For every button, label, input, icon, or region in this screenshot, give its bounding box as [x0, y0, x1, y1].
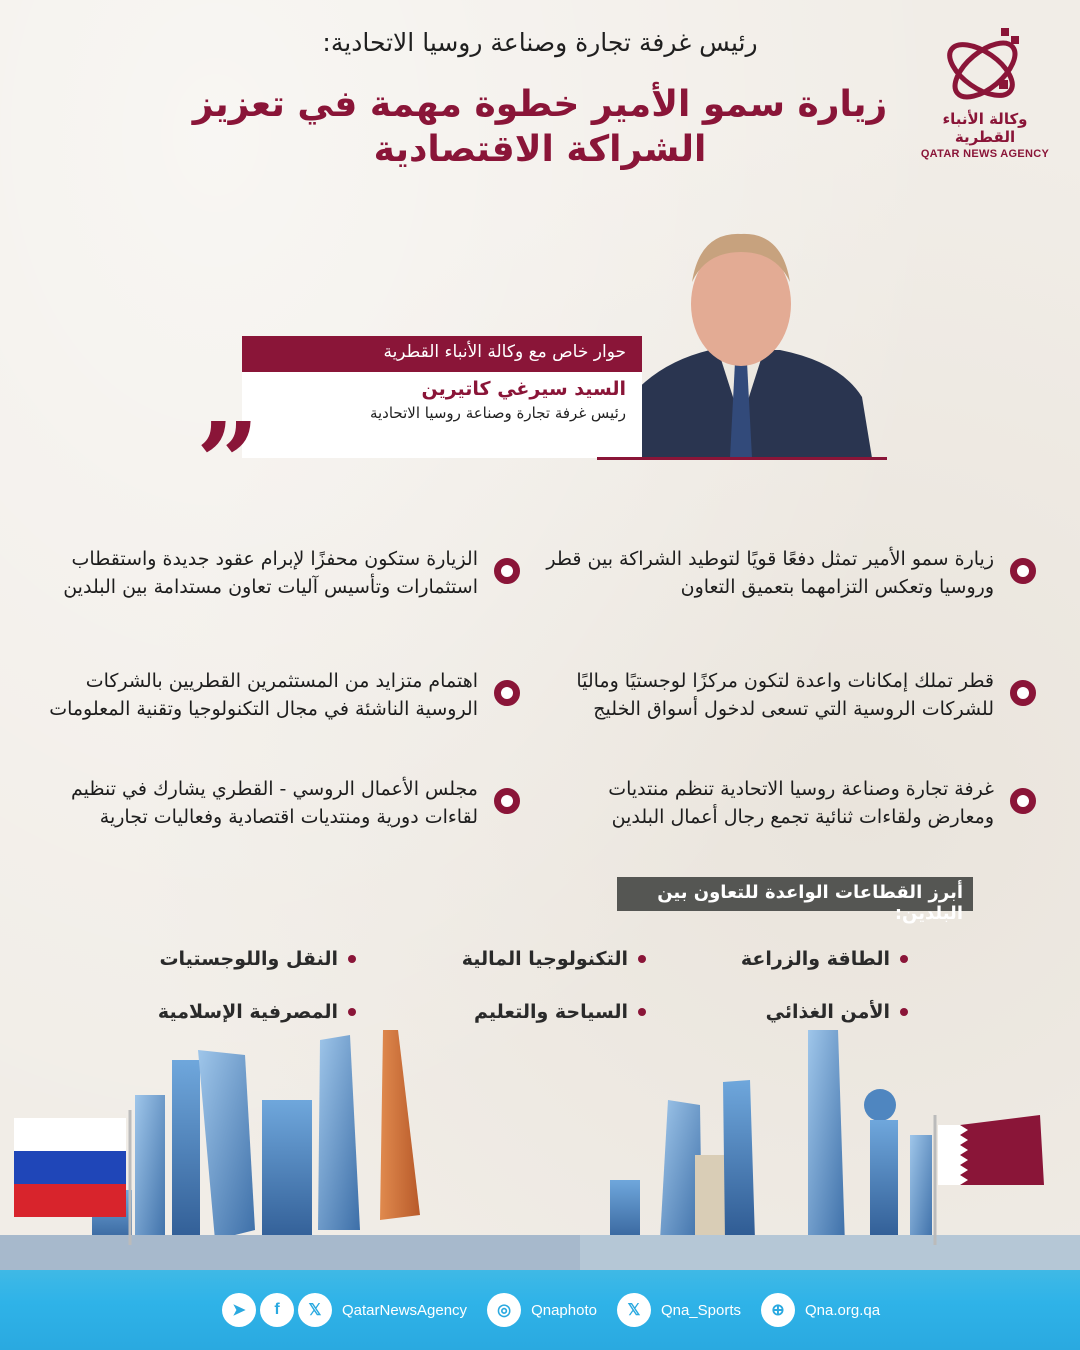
telegram-icon[interactable]: ➤ — [222, 1293, 256, 1327]
dot-bullet-icon — [900, 1008, 908, 1016]
ring-bullet-icon — [494, 558, 520, 584]
dot-bullet-icon — [638, 955, 646, 963]
facebook-icon[interactable]: f — [260, 1293, 294, 1327]
sector-item: الأمن الغذائي — [766, 1001, 908, 1023]
sector-item: المصرفية الإسلامية — [158, 1001, 356, 1023]
ring-bullet-icon — [1010, 680, 1036, 706]
dot-bullet-icon — [348, 955, 356, 963]
social-handle-qnaphoto[interactable]: Qnaphoto — [531, 1301, 597, 1319]
x-icon[interactable]: 𝕏 — [298, 1293, 332, 1327]
sector-item: التكنولوجيا المالية — [462, 948, 646, 970]
interview-card — [242, 336, 888, 458]
interview-label: حوار خاص مع وكالة الأنباء القطرية — [242, 336, 642, 372]
instagram-icon[interactable]: ◎ — [487, 1293, 521, 1327]
dot-bullet-icon — [348, 1008, 356, 1016]
sector-item: الطاقة والزراعة — [741, 948, 908, 970]
logo-text-en: QATAR NEWS AGENCY — [920, 148, 1050, 160]
interview-body — [242, 372, 642, 458]
key-point: الزيارة ستكون محفزًا لإبرام عقود جديدة واستقطاب استثمارات وتأسيس آليات تعاون مستدامة بين البلدين — [30, 546, 520, 601]
quote-icon: ” — [196, 398, 260, 527]
kicker-title: رئيس غرفة تجارة وصناعة روسيا الاتحادية: — [322, 28, 758, 57]
social-links — [222, 1293, 896, 1327]
logo-text-ar: وكالة الأنباء القطرية — [942, 110, 1028, 146]
ring-bullet-icon — [1010, 788, 1036, 814]
qna-logo — [910, 26, 1060, 160]
key-point: مجلس الأعمال الروسي - القطري يشارك في تنظيم لقاءات دورية ومنتديات اقتصادية وفعاليات تجارية — [50, 776, 520, 831]
sectors-heading: أبرز القطاعات الواعدة للتعاون بين البلدين: — [617, 877, 973, 911]
key-point: قطر تملك إمكانات واعدة لتكون مركزًا لوجستيًا وماليًا للشركات الروسية التي تسعى لدخول أسواق الخليج — [536, 668, 1036, 723]
globe-icon[interactable]: ⊕ — [761, 1293, 795, 1327]
key-point: غرفة تجارة وصناعة روسيا الاتحادية تنظم منتديات ومعارض ولقاءات ثنائية تجمع رجال أعمال البلدين — [536, 776, 1036, 831]
key-point: اهتمام متزايد من المستثمرين القطريين بالشركات الروسية الناشئة في مجال التكنولوجيا وتقنية المعلومات — [20, 668, 520, 723]
skyline-illustration — [0, 1030, 1080, 1275]
card-underline — [597, 457, 887, 460]
sector-item: السياحة والتعليم — [474, 1001, 646, 1023]
russia-flag-icon — [14, 1118, 126, 1217]
social-handle-qatarnewsagency[interactable]: QatarNewsAgency — [342, 1301, 468, 1319]
interviewee-name: السيد سيرغي كاتيرين — [421, 378, 626, 400]
social-handle-qna-sports[interactable]: Qna_Sports — [660, 1301, 741, 1319]
sector-item: النقل واللوجستيات — [159, 948, 356, 970]
website-link[interactable]: Qna.org.qa — [805, 1301, 881, 1319]
key-point: زيارة سمو الأمير تمثل دفعًا قويًا لتوطيد الشراكة بين قطر وروسيا وتعكس التزامهما بتعميق التعاون — [536, 546, 1036, 601]
x-icon[interactable]: 𝕏 — [617, 1293, 651, 1327]
ring-bullet-icon — [494, 680, 520, 706]
ring-bullet-icon — [1010, 558, 1036, 584]
ring-bullet-icon — [494, 788, 520, 814]
dot-bullet-icon — [900, 955, 908, 963]
dot-bullet-icon — [638, 1008, 646, 1016]
qatar-flag-icon — [938, 1115, 1044, 1185]
interviewee-role: رئيس غرفة تجارة وصناعة روسيا الاتحادية — [369, 404, 626, 422]
qna-logo-icon — [939, 26, 1031, 108]
headline: زيارة سمو الأمير خطوة مهمة في تعزيز الشراكة الاقتصادية — [192, 84, 888, 170]
